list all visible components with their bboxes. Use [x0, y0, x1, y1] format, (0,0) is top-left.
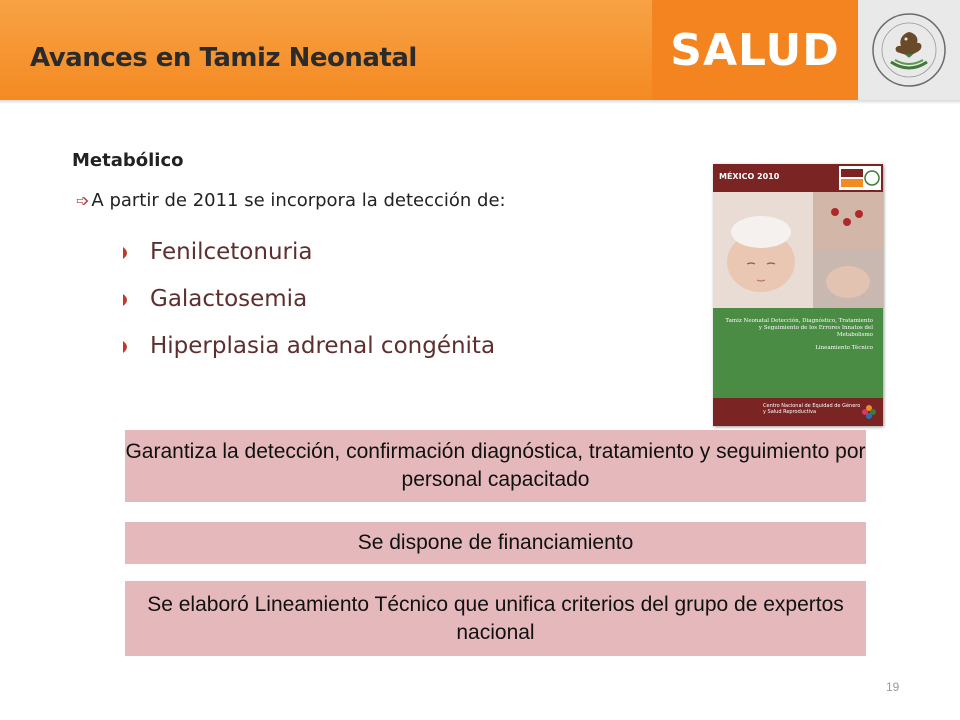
bullet-marker-icon	[122, 340, 132, 354]
list-item-text: Hiperplasia adrenal congénita	[150, 332, 496, 359]
cover-title-text: Tamiz Neonatal Detección, Diagnóstico, Tratamiento y Seguimiento de los Errores Innatos del Metabolismo Lineamiento Técnico	[725, 318, 873, 351]
bullet-marker-icon	[122, 293, 132, 307]
page-number: 19	[886, 680, 900, 694]
list-item	[122, 322, 495, 369]
slide-title: Avances en Tamiz Neonatal	[30, 43, 417, 73]
mexico-seal	[858, 0, 960, 100]
cover-header	[713, 164, 883, 192]
list-item	[122, 228, 495, 275]
section-subtitle: Metabólico	[72, 150, 184, 171]
cover-header-text: MÉXICO 2010	[719, 172, 780, 181]
cover-footer-text: Centro Nacional de Equidad de Género y Salud Reproductiva	[763, 403, 861, 415]
highlight-box-funding: Se dispone de financiamiento	[125, 522, 866, 564]
cover-footer	[713, 398, 883, 426]
bullet-marker-icon	[122, 246, 132, 260]
highlight-box-guideline: Se elaboró Lineamiento Técnico que unifica criterios del grupo de expertos nacional	[125, 581, 866, 656]
lead-text-row	[76, 190, 506, 211]
list-item-text: Fenilcetonuria	[150, 238, 313, 265]
list-item	[122, 275, 495, 322]
cover-badge-icon	[839, 166, 881, 190]
salud-logo	[652, 0, 858, 100]
baby-photo-icon	[713, 192, 883, 308]
disease-list	[122, 228, 495, 369]
header-divider	[0, 100, 960, 104]
cover-title-panel	[713, 308, 883, 398]
cover-baby-photo	[713, 192, 883, 308]
header-title-bar	[0, 0, 652, 100]
salud-logo-text: SALUD	[670, 24, 840, 76]
list-item-text: Galactosemia	[150, 285, 308, 312]
flower-logo-icon	[861, 404, 877, 420]
book-cover-image	[713, 164, 883, 426]
slide-header	[0, 0, 960, 100]
cover-badge	[839, 166, 881, 190]
highlight-box-detection: Garantiza la detección, confirmación diagnóstica, tratamiento y seguimiento por personal capacitado	[125, 430, 866, 502]
lead-text: A partir de 2011 se incorpora la detección de:	[91, 190, 506, 211]
arrow-right-icon: ➩	[76, 191, 90, 210]
eagle-seal-icon	[869, 10, 949, 90]
